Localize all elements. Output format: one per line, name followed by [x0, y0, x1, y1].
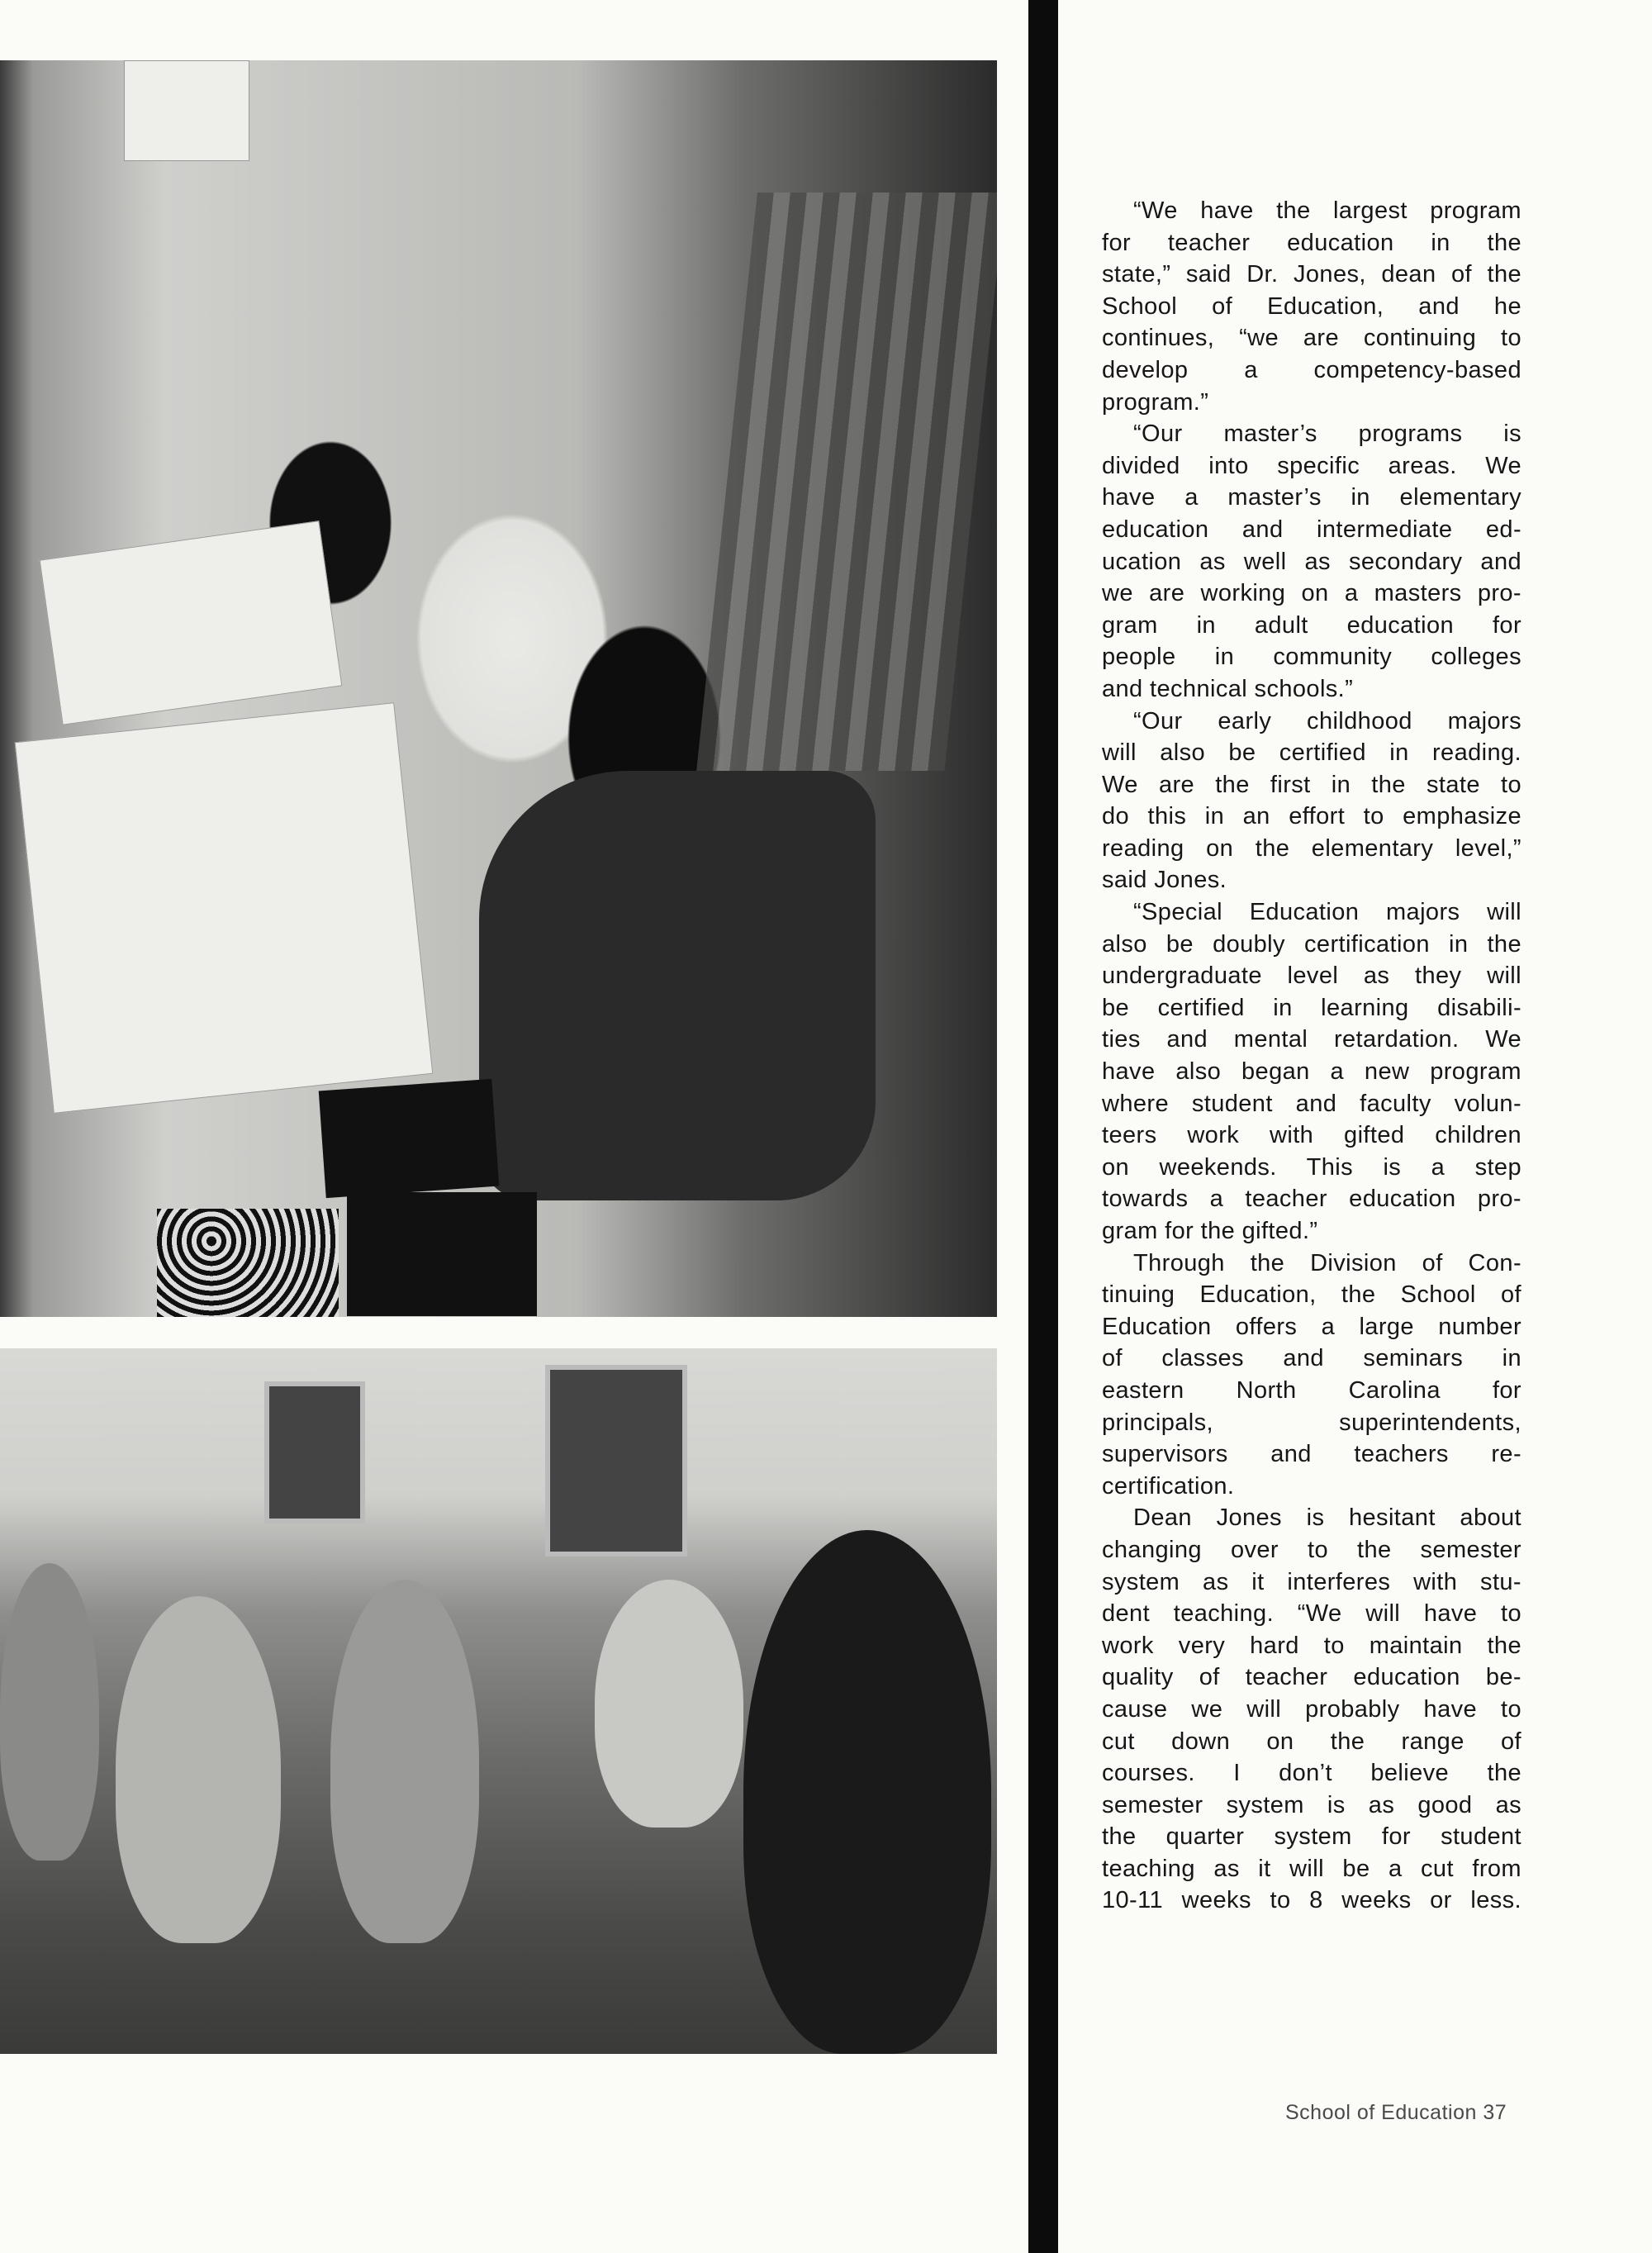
text-line: Dean Jones is hesitant about: [1133, 1504, 1521, 1532]
text-line: tinuing Education, the School of: [1102, 1281, 1521, 1309]
text-line: and technical schools.”: [1102, 675, 1354, 702]
text-line: divided into specific areas. We: [1102, 452, 1521, 479]
text-line: “Special Education majors will: [1133, 899, 1521, 926]
text-line: dent teaching. “We will have to: [1102, 1600, 1521, 1628]
text-line: ties and mental retardation. We: [1102, 1026, 1521, 1053]
text-line: courses. I don’t believe the: [1102, 1760, 1521, 1787]
student-figure: [0, 1563, 99, 1861]
text-line: where student and faculty volun-: [1102, 1090, 1521, 1117]
text-line: system as it interferes with stu-: [1102, 1568, 1521, 1595]
poster-paper: [15, 702, 434, 1114]
text-line: School of Education, and he: [1102, 292, 1521, 320]
text-line: “We have the largest program: [1133, 197, 1521, 224]
text-line: gram for the gifted.”: [1102, 1218, 1318, 1244]
patterned-paper: [157, 1209, 339, 1317]
student-figure: [330, 1580, 479, 1943]
classroom-door: [545, 1365, 687, 1557]
text-line: do this in an effort to emphasize: [1102, 803, 1521, 830]
text-line: “Our early childhood majors: [1133, 707, 1521, 734]
text-line: 10-11 weeks to 8 weeks or less.: [1102, 1887, 1521, 1914]
text-line: We are the first in the state to: [1102, 771, 1521, 798]
text-line: towards a teacher education pro-: [1102, 1186, 1521, 1213]
text-line: education and intermediate ed-: [1102, 516, 1521, 543]
article-paragraph: [1102, 896, 1521, 1248]
text-line: on weekends. This is a step: [1102, 1153, 1521, 1181]
wooden-chair: [696, 193, 997, 771]
black-paper: [319, 1079, 500, 1198]
classroom-door: [264, 1381, 365, 1523]
text-line: teaching as it will be a cut from: [1102, 1855, 1521, 1882]
text-line: said Jones.: [1102, 867, 1227, 894]
student-figure: [595, 1580, 743, 1828]
text-line: for teacher education in the: [1102, 229, 1521, 256]
photo-classroom-students: [0, 1348, 997, 2054]
text-line: undergraduate level as they will: [1102, 963, 1521, 990]
page-footer: School of Education 37: [1285, 2101, 1507, 2124]
text-line: of classes and seminars in: [1102, 1345, 1521, 1372]
student-figure: [116, 1596, 281, 1943]
text-line: Through the Division of Con-: [1133, 1249, 1521, 1276]
text-line: reading on the elementary level,”: [1102, 834, 1521, 862]
text-line: changing over to the semester: [1102, 1536, 1521, 1563]
text-line: certification.: [1102, 1472, 1235, 1500]
text-line: be certified in learning disabili-: [1102, 994, 1521, 1021]
text-line: the quarter system for student: [1102, 1823, 1521, 1851]
page-gutter-bar: [1028, 0, 1058, 2253]
text-line: eastern North Carolina for: [1102, 1376, 1521, 1404]
poster-paper: [40, 520, 343, 725]
text-line: have a master’s in elementary: [1102, 484, 1521, 511]
student-figure: [743, 1530, 991, 2054]
text-line: Education offers a large number: [1102, 1313, 1521, 1340]
article-paragraph: [1102, 1248, 1521, 1503]
text-line: ucation as well as secondary and: [1102, 548, 1521, 575]
text-line: state,” said Dr. Jones, dean of the: [1102, 261, 1521, 288]
text-line: quality of teacher education be-: [1102, 1664, 1521, 1691]
text-line: people in community colleges: [1102, 644, 1521, 671]
text-line: have also began a new program: [1102, 1058, 1521, 1086]
article-paragraph: [1102, 418, 1521, 705]
text-line: cause we will probably have to: [1102, 1695, 1521, 1723]
text-line: develop a competency-based: [1102, 356, 1521, 383]
text-line: cut down on the range of: [1102, 1728, 1521, 1755]
text-line: also be doubly certification in the: [1102, 930, 1521, 958]
text-line: will also be certified in reading.: [1102, 739, 1521, 767]
text-line: “Our master’s programs is: [1133, 421, 1521, 448]
text-line: work very hard to maintain the: [1102, 1632, 1521, 1659]
poster-paper: [124, 60, 249, 161]
article-paragraph: [1102, 706, 1521, 897]
photo-students-working-on-posters: [0, 60, 997, 1317]
text-line: we are working on a masters pro-: [1102, 580, 1521, 607]
text-line: continues, “we are continuing to: [1102, 325, 1521, 352]
article-paragraph: [1102, 1502, 1521, 1917]
text-line: teers work with gifted children: [1102, 1122, 1521, 1149]
text-line: gram in adult education for: [1102, 611, 1521, 639]
article-body: [1102, 195, 1521, 1917]
text-line: principals, superintendents,: [1102, 1409, 1521, 1436]
text-line: semester system is as good as: [1102, 1791, 1521, 1818]
article-paragraph: [1102, 195, 1521, 418]
text-line: supervisors and teachers re-: [1102, 1441, 1521, 1468]
student-figure: [479, 771, 876, 1200]
black-paper: [347, 1192, 537, 1316]
text-line: program.”: [1102, 388, 1209, 416]
